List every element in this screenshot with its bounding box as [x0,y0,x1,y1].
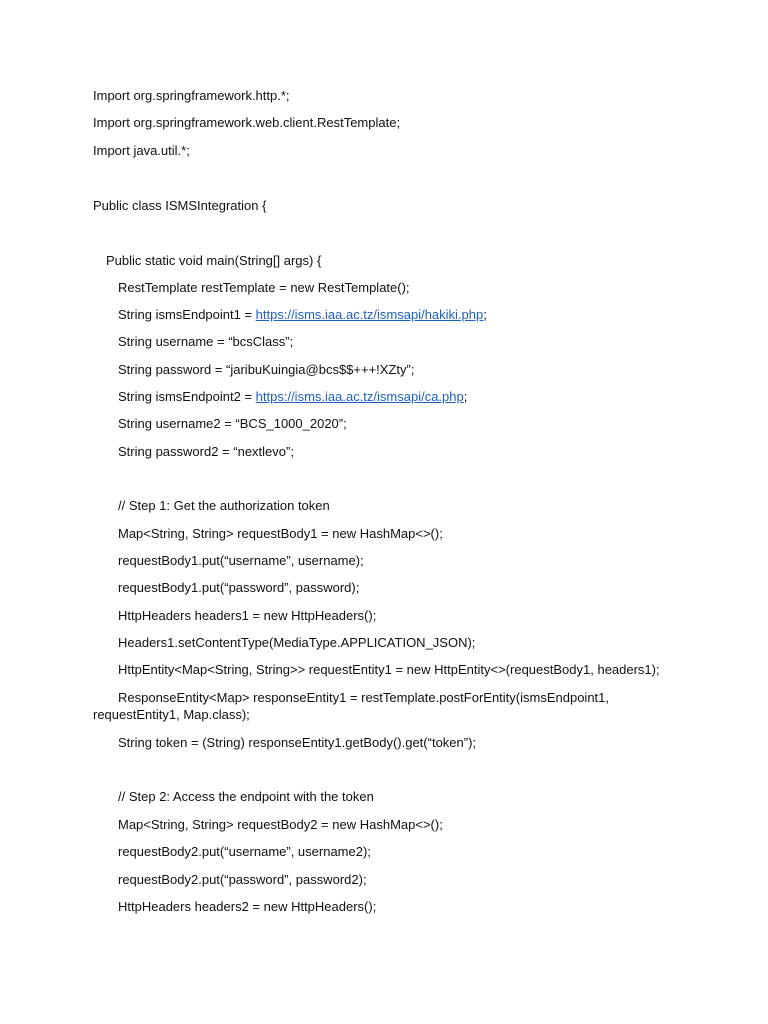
endpoint2-link[interactable]: https://isms.iaa.ac.tz/ismsapi/ca.php [255,389,464,404]
step2-line: requestBody2.put(“username”, username2); [118,844,371,859]
password2-line: String password2 = “nextlevo”; [118,444,294,459]
endpoint1-prefix: String ismsEndpoint1 = [118,307,256,322]
step1-response-line-continued: requestEntity1, Map.class); [93,707,250,722]
endpoint2-prefix: String ismsEndpoint2 = [118,389,256,404]
step2-line: requestBody2.put(“password”, password2); [118,872,367,887]
step1-token-line: String token = (String) responseEntity1.getBody().get(“token”); [118,735,477,750]
class-declaration: Public class ISMSIntegration { [93,198,267,213]
method-declaration: Public static void main(String[] args) { [106,253,322,268]
username-line: String username = “bcsClass”; [118,334,294,349]
step1-comment: // Step 1: Get the authorization token [118,498,330,513]
endpoint2-line [118,389,467,405]
step2-line: HttpHeaders headers2 = new HttpHeaders(); [118,899,377,914]
step1-line: HttpHeaders headers1 = new HttpHeaders(); [118,608,377,623]
endpoint1-link[interactable]: https://isms.iaa.ac.tz/ismsapi/hakiki.php [255,307,484,322]
endpoint1-line [118,307,487,323]
step1-line: Headers1.setContentType(MediaType.APPLICATION_JSON); [118,635,476,650]
step2-comment: // Step 2: Access the endpoint with the token [118,789,374,804]
step2-line: Map<String, String> requestBody2 = new HashMap<>(); [118,817,443,832]
step1-line: Map<String, String> requestBody1 = new HashMap<>(); [118,526,443,541]
resttemplate-line: RestTemplate restTemplate = new RestTemplate(); [118,280,410,295]
username2-line: String username2 = “BCS_1000_2020”; [118,416,347,431]
step1-line: requestBody1.put(“password”, password); [118,580,360,595]
step1-line: HttpEntity<Map<String, String>> requestEntity1 = new HttpEntity<>(requestBody1, headers1); [118,662,660,677]
import-line-util: Import java.util.*; [93,143,190,158]
import-line-resttemplate: Import org.springframework.web.client.RestTemplate; [93,115,401,130]
step1-line: requestBody1.put(“username”, username); [118,553,364,568]
import-line-http: Import org.springframework.http.*; [93,88,290,103]
step1-response-line: ResponseEntity<Map> responseEntity1 = restTemplate.postForEntity(ismsEndpoint1, [118,690,609,705]
endpoint1-suffix: ; [483,307,487,322]
password-line: String password = “jaribuKuingia@bcs$$+++!XZty”; [118,362,415,377]
endpoint2-suffix: ; [463,389,468,404]
